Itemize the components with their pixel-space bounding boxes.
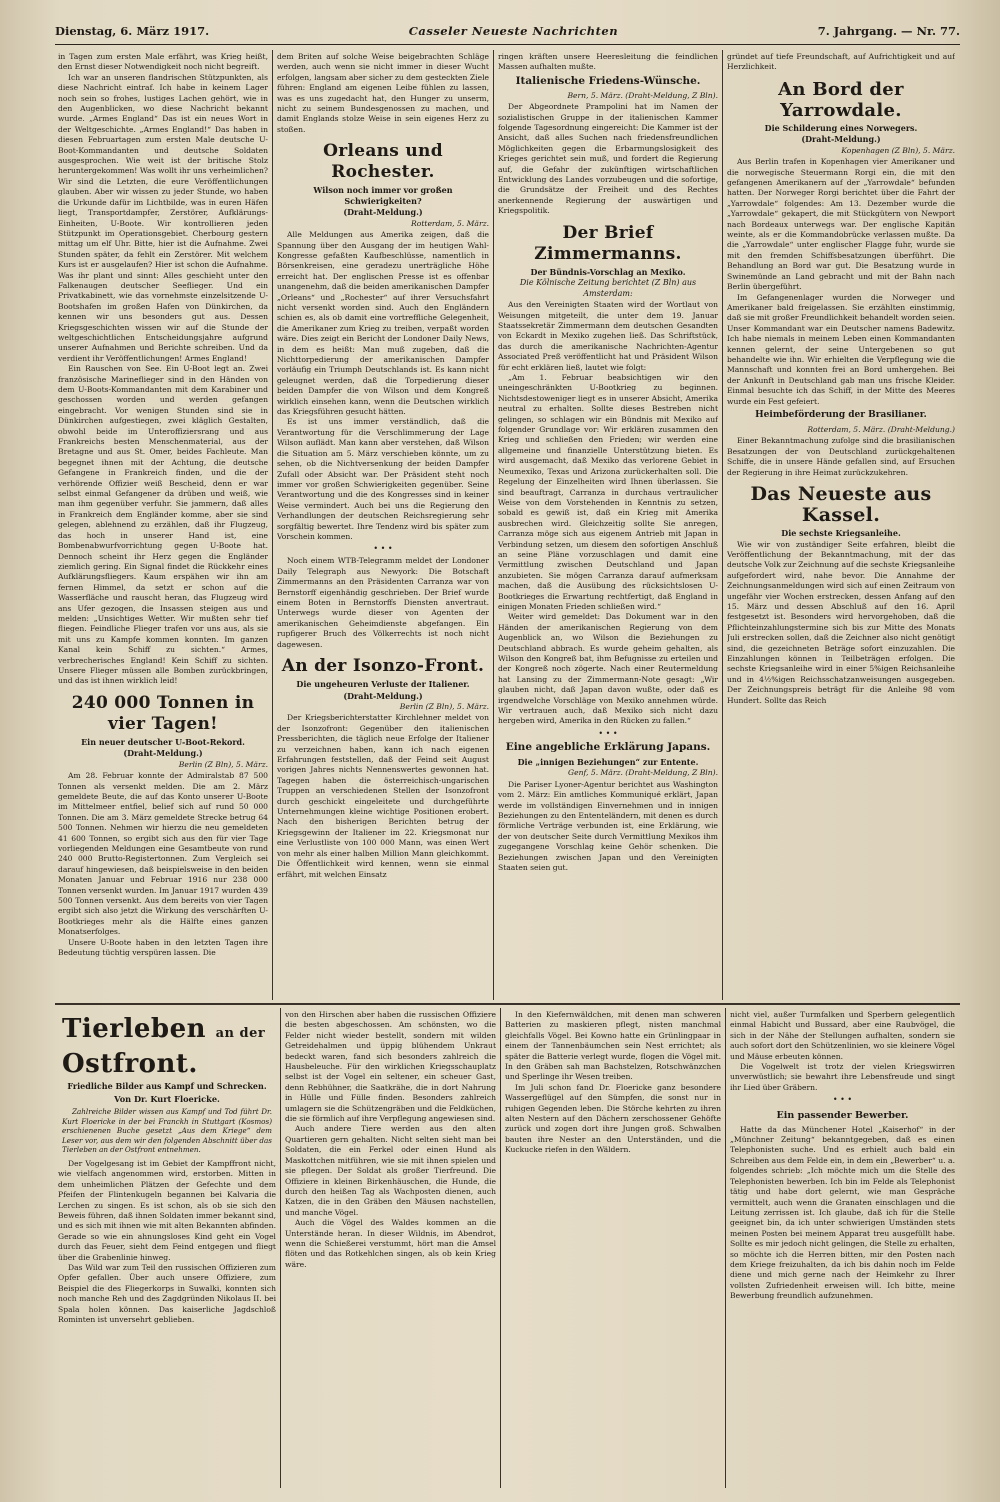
separator-mark: • • • [832, 1095, 853, 1105]
feature-intro-note: Zahlreiche Bilder wissen aus Kampf und Tod führt Dr. Kurt Floericke in der bei Franckh in Stuttgart (Kosmos) erschienenen Buche gesetzt „Aus dem Kriege“ dem Leser vor, aus dem wir den folgenden Abschnitt über das Tierleben an der Ostfront entnehmen. [62, 1106, 272, 1155]
column-2 [277, 52, 489, 1000]
article-paragraph: In den Kiefernwäldchen, mit denen man schweren Batterien zu maskieren pflegt, nisten manchmal gleichfalls Vögel. Bei Kowno hatte ein Grünlingpaar in einem der Tannenbäumchen sein Nest errichtet; als später die Batterie verlegt wurde, flogen die Vögel mit. In den Gräben sah man Bachstelzen, Rotschwänzchen und Sperlinge ihr Wesen treiben. [505, 1010, 721, 1082]
lower-column-3 [505, 1010, 721, 1488]
dateline: Berlin (Z Bln), 5. März. [178, 759, 268, 769]
headline-yarrowdale: An Bord der Yarrowdale. [778, 78, 904, 121]
newspaper-title: Casseler Neueste Nachrichten [408, 24, 619, 38]
subheadline: Die sechste Kriegsanleihe. [781, 528, 901, 538]
article-paragraph: Ein Rauschen von See. Ein U-Boot legt an. Zwei französische Marineflieger sind in den Händen von dem U-Boots-Kommandanten mit dem Karabiner und geschossen worden und werden gefangen eingebracht. Vor wenigen Stunden sind sie in Dünkirchen aufgestiegen, zwei kläglich Gestalten, obwohl beide im Unteroffiziersrang und aus Frankreichs besten Menschenmaterial, aus der Bretagne und aus St. Omer, beides Fachleute. Man begegnet ihnen mit der Achtung, die deutsche Gefangene in Frankreich finden, und die der verhörende Offizier weiß Bescheid, denn er war selbst einmal Gefangener da drüben und weiß, wie man ihm gegenüber verfuhr. Sie jammern, daß alles in Frankreich dem Engländer komme, aber sie sind gelegen, ablehnend zu erzählen, daß ihr Flugzeug, das hoch in unserer Hand ist, eine Bombenabwurfvorrichtung gegen U-Boote hat. Dennoch scheint ihr Herz gegen die Engländer ziemlich gering. Ein Signal findet die Rückkehr eines Aufklärungsfliegers. Kaum erspähen wir ihn am fernen Himmel, da setzt er schon auf die Wasserfläche und rauscht heran, das Flugzeug wird ans Ufer gezogen, die Insassen steigen aus und melden: „Unsichtiges Wetter. Wir mußten sehr tief fliegen. Feindliche Flieger trafen vor uns aus, als sie mit uns zu Kampfe kommen konnten. Im ganzen Kanal kein Schiff zu sichten.“ Armes, verbrecherisches England! Kein Schiff zu sichten. Unsere Flieger müssen alle Bomben zurückbringen, und das ist ihnen wirklich leid! [58, 364, 268, 686]
article-paragraph: Ich war an unseren flandrischen Stützpunkten, als diese Nachricht eintraf. Ich habe in keinem Lager noch sein so frohes, lustiges Lachen gehört, wie in den Augenblicken, wo diese Nachricht bekannt wurde. „Armes England“ Das ist ein neues Wort in der Weltgeschichte. „Armes England!“ Das haben in diesen Februartagen zum ersten Male deutsche U-Boot-Kommandanten und deutsche Soldaten ausgesprochen. Wie weit ist der britische Stolz heruntergekommen! Was wollt ihr uns verheimlichen? Wir sind die Letzten, die eure Veröffentlichungen glauben. Aber wir wissen zu jeder Stunde, wo haben die Urkunde dafür im Lichtbilde, was in euren Häfen liegt, Transportdampfer, Zerstörer, Aufklärungs-Einheiten, U-Boote. Wir kontrollieren jeden Stützpunkt im Operationsgebiet. Cherbourg gestern mittag um elf Uhr. Bitte, hier ist die Aufnahme. Zwei Stunden später, da fehlt ein Zerstörer. Mit welchem Kurs ist er ausgelaufen? Hier ist schon die Aufnahme. Was ihr plant und sinnt: Alles geschieht unter den Falkenaugen deutscher Seeflieger. Und ein Privatkabinett, wie das vornehmste einzelsitzende U-Bootshafen im großen Hafen von Dünkirchen, da kennen wir uns besonders gut aus. Dessen Kriegsgeschichten wissen wir auf die Stunde der weltgeschichtlichen Entscheidungsjahre aufgrund unserer Aufnahmen und Berichte schreiben. Und da verdient ihr Veröffentlichungen! Armes England! [58, 72, 268, 363]
lower-column-1 [58, 1010, 276, 1488]
subheadline: Ein neuer deutscher U-Boot-Rekord. [81, 736, 245, 747]
issue-date: Dienstag, 6. März 1917. [55, 24, 210, 38]
subheadline-note: (Draht-Meldung.) [123, 748, 203, 759]
article-paragraph: Auch die Vögel des Waldes kommen an die Unterstände heran. In dieser Wildnis, im Abendrot, wenn die Schießerei verstummt, hört man die Amsel flöten und das Rotkehlchen singen, als ob kein Krieg wäre. [285, 1218, 496, 1269]
dateline: Bern, 5. März. (Draht-Meldung, Z Bln). [567, 90, 718, 100]
feature-title-small: an der [215, 1026, 266, 1041]
masthead-bar [55, 18, 960, 45]
article-paragraph: Unsere U-Boote haben in den letzten Tagen ihre Bedeutung tüchtig verspüren lassen. Die [58, 937, 268, 958]
column-rule [280, 1008, 281, 1488]
issue-volume: 7. Jahrgang. — Nr. 77. [817, 24, 960, 38]
article-paragraph: Wie wir von zuständiger Seite erfahren, bleibt die Veröffentlichung der Bekanntmachung, mit der das deutsche Volk zur Zeichnung auf die sechste Kriegsanleihe aufgefordert wird, nahe bevor. Die Annahme der Zeichnungsanmeldungen wird sich auf einen Zeitraum von ungefähr vier Wochen erstrecken, dessen Anfang auf den 15. März und dessen Abschluß auf den 16. April festgesetzt ist. Besonders wird hervorgehoben, daß die Pflichteinzahlungstermine sich bis zur Mitte des Monats Juli erstrecken sollen, daß die Zeichner also nicht genötigt sind, die gezeichneten Beträge sofort einzuzahlen. Die Einzahlungen können in Teilbeträgen erfolgen. Die sechste Kriegsanleihe wird in einer 5%igen Reichsanleihe und in 4½%igen Reichsschatzanweisungen ausgegeben. Der Zeichnungspreis beträgt für die Anleihe 98 vom Hundert. Sollte das Reich [727, 539, 955, 705]
headline-zimmermann: Der Brief Zimmermanns. [534, 222, 682, 264]
headline-brazilians: Heimbeförderung der Brasilianer. [755, 409, 927, 420]
lower-column-2 [285, 1010, 496, 1488]
subheadline-note: (Draht-Meldung.) [343, 690, 423, 701]
article-paragraph: Die Pariser Lyoner-Agentur berichtet aus Washington vom 2. März: Ein amtliches Kommuniqué erklärt, Japan werde im vollständigen Einvernehmen und in innigen Beziehungen zu den Ententeländern, mit denen es durch förmliche Verträge verbunden ist, eine Erklärung, wie der von deutscher Seite durch Vermittlung Mexikos ihm zugegangene Vorschlag keine Gehör schenken. Die Beziehungen zwischen Japan und den Vereinigten Staaten seien gut. [498, 779, 718, 872]
column-4 [727, 52, 955, 1000]
subheadline-note: (Draht-Meldung.) [343, 207, 423, 218]
article-paragraph: Auch andere Tiere werden aus den alten Quartieren gern gehalten. Nicht selten sieht man bei Soldaten, die ein Ferkel oder einen Hund als Maskottchen mitführen, wie sie mit ihnen spielen und sie pflegen. Der Soldat als großer Tierfreund. Die Offiziere in kleinen Birkenhäuschen, die Hunde, die durch den heißen Tag als Wachposten dienen, auch Katzen, die in den Gräben den Mäusen nachstellen, und manche Vögel. [285, 1124, 496, 1217]
article-paragraph: Es ist uns immer verständlich, daß die Verantwortung für die Verschlimmerung der Lage Wilson auflädt. Man kann aber verstehen, daß Wilson die Situation am 5. März verschieben könnte, um zu sehen, ob die Nichtversenkung der beiden Dampfer Zufall oder Absicht war. Der Präsident steht noch immer vor großen Schwierigkeiten gegenüber. Seine Verantwortung und die des Kongresses sind in keiner Weise vermindert. Auch bei uns die Regierung den Verhandlungen der deutschen Reichsregierung sehr sorgfältig bewertet. Ihre Tendenz wird bis später zum Vorschein kommen. [277, 417, 489, 541]
article-paragraph: Einer Bekanntmachung zufolge sind die brasilianischen Besatzungen der von Deutschland zurückgehaltenen Schiffe, die in unsere Hände gefallen sind, auf Ersuchen der Regierung in ihre Heimat zurückzukehren. [727, 436, 955, 477]
column-rule [722, 50, 723, 1000]
article-paragraph: dem Briten auf solche Weise beigebrachten Schläge werden, auch wenn sie nicht immer in dieser Wucht erfolgen, langsam aber sicher zu dem gesteckten Ziele führen: England am eigenen Leibe fühlen zu lassen, was es uns zugedacht hat, den Hunger zu unserm, nicht zu seinem Bundesgenossen zu machen, und damit Englands stolze Weise in sein eigenes Herz zu stoßen. [277, 52, 489, 134]
dateline: Kopenhagen (Z Bln), 5. März. [841, 145, 955, 155]
feature-title-end: Ostfront. [62, 1049, 198, 1079]
article-paragraph: in Tagen zum ersten Male erfährt, was Krieg heißt, den Ernst dieser Notwendigkeit noch nicht begreift. [58, 52, 268, 72]
article-paragraph: von den Hirschen aber haben die russischen Offiziere die besten abgeschossen. Am schönsten, wo die Felder nicht wieder bestellt, sondern mit wilden Getreidehalmen und üppig blühendem Unkraut bedeckt waren, fand sich besonders zahlreich die Hausbeleuche. Für den wirklichen Kriegsschauplatz selbst ist der Vogel ein seltener, ein scheuer Gast, denn Rebhühner, die Saatkrähe, die in dort Nahrung in Hülle und Fülle finden. Besonders zahlreich umlagern sie die Schützengräben und die Feldküchen, die sie förmlich auf ihre Verpflegung angewiesen sind. [285, 1010, 496, 1124]
dateline: Rotterdam, 5. März. [411, 218, 489, 228]
article-paragraph: Noch einem WTB-Telegramm meldet der Londoner Daily Telegraph aus Newyork: Die Botschaft Zimmermanns an den Präsidenten Carranza war von Bernstorff eigenhändig geschrieben. Der Brief wurde einem Boten in Bernstorffs Diensten anvertraut. Unterwegs wurde dieser von Agenten der amerikanischen Geheimdienste abgefangen. Ein rupfigerer Bruch des Völkerrechts ist noch nicht dagewesen. [277, 556, 489, 649]
headline-applicant: Ein passender Bewerber. [776, 1110, 909, 1122]
column-rule [493, 50, 494, 1000]
headline-orleans: Orleans und Rochester. [323, 141, 443, 183]
article-paragraph: ringen kräften unsere Heeresleitung die feindlichen Massen aufhalten mußte. [498, 52, 718, 72]
article-paragraph: Weiter wird gemeldet: Das Dokument war in den Händen der amerikanischen Regierung von dem Augenblick an, wo Wilson die Beziehungen zu Deutschland abbrach. Es wurde geheim gehalten, als Wilson den Kongreß bat, ihm Befugnisse zu erteilen und der Kongreß noch zögerte. Nach einer Reutermeldung hat Lansing zu der Zimmermann-Note gesagt: „Wir glauben nicht, daß Japan davon wußte, oder daß es irgendwelche Vorschläge von Mexiko annehmen würde. Wir vertrauen auch, daß Mexiko sich nicht dazu hergeben wird, Amerika in den Rücken zu fallen.“ [498, 612, 718, 726]
dateline: Genf, 5. März. (Draht-Meldung, Z Bln). [568, 768, 718, 778]
article-paragraph: Im Juli schon fand Dr. Floericke ganz besondere Wassergeflügel auf den Sümpfen, die sonst nur in ruhigen Gegenden leben. Die Störche kehrten zu ihren alten Nestern auf den Dächern zerschossener Gehöfte zurück und zogen dort ihre Jungen groß. Schwalben bauten ihre Nester an den Unterständen, und die Kuckucke riefen in den Wäldern. [505, 1082, 721, 1155]
feature-title [62, 1014, 276, 1079]
article-paragraph: Aus den Vereinigten Staaten wird der Wortlaut von Weisungen mitgeteilt, die unter dem 19. Januar Staatssekretär Zimmermann dem deutschen Gesandten von Eckardt in Mexiko zugehen ließ. Das Schriftstück, das durch die amerikanische Nachrichten-Agentur Associated Preß veröffentlicht hat und Präsident Wilson für echt erklären ließ, lautet wie folgt: [498, 300, 718, 372]
subheadline: Die „innigen Beziehungen“ zur Entente. [517, 756, 699, 767]
separator-mark: • • • [598, 728, 618, 738]
subheadline: Wilson noch immer vor großen Schwierigkeiten? [313, 185, 453, 206]
article-paragraph: Alle Meldungen aus Amerika zeigen, daß die Spannung über den Ausgang der im heutigen Wahl-Kongresse gefaßten Kaufbeschlüsse, namentlich in Börsenkreisen, eine geradezu unerträgliche Höhe erreicht hat. Der englischen Presse ist es offenbar unangenehm, daß die beiden amerikanischen Dampfer „Orleans“ und „Rochester“ auf ihrer Versuchsfahrt nicht versenkt worden sind. Auch den Engländern schien es, als ob damit eine vortreffliche Gelegenheit, die Amerikaner zum Krieg zu treiben, verpaßt worden wäre. Dies zeigt ein Bericht der Londoner Daily News, in dem es heißt: Man muß zugeben, daß die Nichttorpedierung der amerikanischen Dampfer vorläufig ein Triumph Deutschlands ist. Es kann nicht geleugnet werden, daß die Torpedierung dieser beiden Dampfer die von Wilson und dem Kongreß wirklich einsehen kann, wenn die Deutschen wirklich das Kriegsführen gesucht hätten. [277, 230, 489, 417]
headline-kassel: Das Neueste aus Kassel. [750, 483, 932, 526]
article-paragraph: Der Vogelgesang ist im Gebiet der Kampffront nicht, wie vielfach angenommen wird, erstorben. Mitten in dem unheimlichen Plätzen der Gefechte und dem Pfeifen der Flintenkugeln begannen bei Kalvaria die Lerchen zu singen. Es ist schon, als ob sie sich den Beweis führen, daß ihnen Soldaten immer bekannt sind, und es sich mit ihnen wie mit alten Bekannten abfinden. Gerade so wie ein ahnungsloses Kind geht ein Vogel durch das Feuer, sieht dem Feind entgegen und fliegt über die Grabenlinie hinweg. [58, 1158, 276, 1262]
column-rule [725, 1008, 726, 1488]
separator-mark: • • • [373, 544, 393, 554]
article-paragraph: Im Gefangenenlager wurden die Norweger und Amerikaner bald freigelassen. Sie erzählten einstimmig, daß sie mit großer Freundlichkeit behandelt worden seien. Unser Kommandant war ein Deutscher namens Badewitz. Ich habe niemals in meinem Leben einen Kommandanten kennen gelernt, der seine Untergebenen so gut behandelte wie ihn. Wir erhielten die Verpflegung wie die Mannschaft und konnten frei an Bord umhergehen. Bei der Ankunft in Deutschland gab man uns frische Kleider. Einmal besuchte ich das Schiff, in der Mitte des Meeres wurde ein Fest gefeiert. [727, 292, 955, 406]
subheadline: Der Bündnis-Vorschlag an Mexiko. [530, 266, 686, 277]
subheadline-note: (Draht-Meldung.) [801, 134, 881, 145]
article-paragraph: Aus Berlin trafen in Kopenhagen vier Amerikaner und die norwegische Steuermann Rorgi ein, die mit den gefangenen Amerikanern auf der „Yarrowdale“ befunden hatten. Der Norweger Rorgi berichtet über die Fahrt der „Yarrowdale“ folgendes: Am 13. Dezember wurde die „Yarrowdale“ gekapert, die mit Stückgütern von Newport nach Bordeaux unterwegs war. Der englische Kapitän weinte, als er die Kommandobrücke verlassen mußte. Da die „Yarrowdale“ unter englischer Flagge fuhr, wurde sie mit den fremden Schiffsbesatzungen überführt. Die Behandlung an Bord war gut. Die Besatzung wurde in Swinemünde an Land gebracht und mit der Bahn nach Berlin übergeführt. [727, 157, 955, 292]
article-paragraph: Der Kriegsberichterstatter Kirchlehner meldet von der Isonzofront: Gegenüber den italienischen Pressberichten, die täglich neue Erfolge der Italiener zu verzeichnen haben, kann ich nach eigenen Erfahrungen feststellen, daß der Feind seit August vorigen Jahres nichts Nennenswertes gewonnen hat. Tagegen haben die österreichisch-ungarischen Truppen an verschiedenen Stellen der Isonzofront durch geschickt eingeleitete und durchgeführte Unternehmungen kleine wichtige Positionen erobert. Nach den bisherigen Berichten betrug der Kriegsgewinn der Italiener im 22. Kriegsmonat nur eine Verlustliste von 100 000 Mann, was einen Wert von mehr als einer halben Million Mann gleichkommt. Die Öffentlichkeit wird kennen, wenn sie einmal erfährt, mit welchen Einsatz [277, 713, 489, 879]
dateline: Berlin (Z Bln), 5. März. [399, 702, 489, 711]
column-rule [272, 50, 273, 1000]
feature-title-main: Tierleben [62, 1014, 207, 1044]
article-paragraph: gründet auf tiefe Freundschaft, auf Aufrichtigkeit und auf Herzlichkeit. [727, 52, 955, 72]
feature-subtitle: Friedliche Bilder aus Kampf und Schrecken. [67, 1081, 267, 1091]
headline-japan: Eine angebliche Erklärung Japans. [505, 740, 711, 753]
dateline: Rotterdam, 5. März. (Draht-Meldung.) [807, 424, 955, 434]
subheadline: Die Schilderung eines Norwegers. [764, 122, 918, 133]
article-paragraph: Am 28. Februar konnte der Admiralstab 87 500 Tonnen als versenkt melden. Die am 2. März gemeldete Beute, die auf das Konto unserer U-Boote im Mittelmeer entfiel, belief sich auf rund 50 000 Tonnen. Die am 3. März gemeldete Strecke betrug 64 500 Tonnen. Nehmen wir hierzu die neu gemeldeten 41 600 Tonnen, so ergibt sich aus den für vier Tage vorliegenden Meldungen eine Gesamtbeute von rund 240 000 Brutto-Registertonnen. Zum Vergleich sei darauf hingewiesen, daß beispielsweise in den beiden Monaten Januar und Februar 1916 nur 238 000 Tonnen versenkt wurden. Im Januar 1917 wurden 439 500 Tonnen versenkt. Aus dem bereits von vier Tagen ergibt sich also jetzt die Wirkung des verschärften U-Bootkrieges mehr als die Hälfte eines ganzen Monatserfolges. [58, 771, 268, 937]
lower-column-4 [730, 1010, 955, 1488]
column-3 [498, 52, 718, 1000]
column-1 [58, 52, 268, 1000]
headline-tonnage: 240 000 Tonnen in vier Tagen! [71, 692, 255, 734]
subheadline: Die ungeheuren Verluste der Italiener. [296, 679, 470, 689]
article-paragraph: Hatte da das Münchener Hotel „Kaiserhof“ in der „Münchner Zeitung“ bekanntgegeben, daß es einen Telephonisten suche. Und es erhielt auch bald ein Schreiben aus dem Felde ein, in dem ein „Bewerber“ u. a. folgendes schrieb: „Ich möchte mich um die Stelle des Telephonisten bewerben. Ich bin im Felde als Telephonist tätig und habe dort gelernt, wie man Gespräche vermittelt, auch wenn die Granaten einschlagen und die Leitung zerrissen ist. Ich glaube, daß ich für die Stelle geeignet bin, da ich unter schwierigen Umständen stets meinen Posten bei meinem Apparat treu ausgefüllt habe. Sollte es mir jedoch nicht gelingen, die Stelle zu erhalten, so möchte ich die Herren bitten, mir den Posten nach dem Kriege freizuhalten, da ich bis dahin noch im Felde diene und mich gerne nach der Heimkehr zu Ihrer vollsten Zufriedenheit erweisen will. Ich bitte, meine Bewerbung freundlich aufzunehmen. [730, 1124, 955, 1301]
headline-italian-peace: Italienische Friedens-Wünsche. [515, 74, 701, 87]
article-paragraph: Die Vogelwelt ist trotz der vielen Kriegswirren unverwüstlich; sie bewahrt ihre Lebensfreude und singt ihr Lied über Gräbern. [730, 1062, 955, 1092]
column-rule [500, 1008, 501, 1488]
section-divider [55, 1003, 960, 1005]
article-paragraph: Das Wild war zum Teil den russischen Offizieren zum Opfer gefallen. Über auch unsere Offiziere, zum Beispiel die des Fliegerkorps in Suwalki, konnten sich noch manche Reh und des Zagdgründen Nikolaus II. bei Spala holen können. Das kaiserliche Jagdschloß Rominten ist unversehrt geblieben. [58, 1262, 276, 1324]
article-paragraph: nicht viel, außer Turmfalken und Sperbern gelegentlich einmal Habicht und Bussard, aber eine Raubvögel, die sich in der Nähe der Stellungen aufhalten, sondern sie auch sofort dort den Schützenlinien, wo sie kleinere Vögel und Mäuse erbeuten können. [730, 1010, 955, 1061]
feature-author: Von Dr. Kurt Floericke. [114, 1093, 220, 1104]
subheadline-note: Die Kölnische Zeitung berichtet (Z Bln) aus Amsterdam: [519, 278, 697, 298]
article-paragraph: „Am 1. Februar beabsichtigen wir den uneingeschränkten U-Bootkrieg zu beginnen. Nichtsdestoweniger liegt es in unserer Absicht, Amerika neutral zu erhalten. Sollte dieses Bestreben nicht gelingen, so schlagen wir ein Bündnis mit Mexiko auf folgender Grundlage vor: Wir erklären zusammen den Krieg und schließen den Frieden; wir werden eine allgemeine und finanzielle Unterstützung bieten. Es wird ausgemacht, daß Mexiko das verlorene Gebiet in Neumexiko, Texas und Arizona zurückerhalten soll. Die Regelung der Einzelheiten wird Ihnen überlassen. Sie sind beauftragt, Carranza in durchaus vertraulicher Weise von dem Vorstehenden in Kenntnis zu setzen, sobald es gewiß ist, daß ein Krieg mit Amerika ausbrechen wird. Gleichzeitig sollte Sie anregen, Carranza möge sich aus eigenem Antrieb mit Japan in Verbindung setzen, um diesem den sofortigen Anschluß an seine Pläne vorzuschlagen und damit eine Vermittlung zwischen Deutschland und Japan anzubieten. Sie mögen Carranza darauf aufmerksam machen, daß die Ausübung des rücksichtslosen U-Bootkrieges die Erwartung rechtfertigt, daß England in einigen Monaten Frieden schließen wird.“ [498, 373, 718, 611]
article-paragraph: Der Abgeordnete Prampolini hat im Namen der sozialistischen Gruppe in der italienischen Kammer folgende Tagesordnung eingereicht: Die Kammer ist der Ansicht, daß alles Suchen nach friedensfreundlichen Möglichkeiten gegen die Erbarmungslosigkeit des Krieges gerichtet sein muß, und fordert die Regierung auf, die Gefahr der zukünftigen wirtschaftlichen Entwicklung des Landes vorzubeugen und die sofortige, die Grundsätze der Freiheit und des Rechtes anerkennende Regierung der auswärtigen und Kriegspolitik. [498, 102, 718, 216]
headline-isonzo: An der Isonzo-Front. [281, 656, 485, 676]
